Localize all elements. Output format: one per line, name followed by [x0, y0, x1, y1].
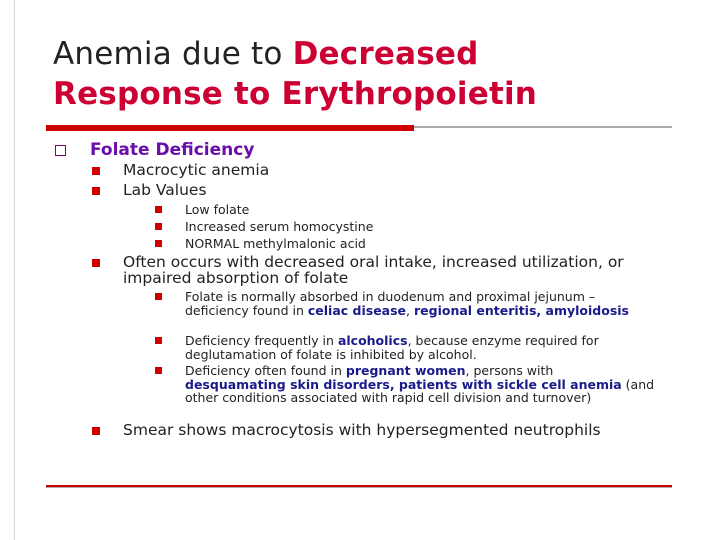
square-bullet-icon — [92, 167, 100, 175]
term-sickle-cell: patients with sickle cell anemia — [398, 376, 622, 392]
term-regional-enteritis: regional enteritis — [414, 302, 537, 318]
term-desquamating: desquamating skin disorders — [185, 376, 390, 392]
slide-title — [53, 34, 693, 114]
detail-alcoholics — [185, 334, 655, 361]
lab-value-methylmalonic: NORMAL methylmalonic acid — [185, 236, 366, 251]
detail-alcoholics-text-2: , because enzyme required for deglutamation of folate is inhibited by alcohol. — [185, 333, 599, 362]
detail-pregnant — [185, 364, 655, 405]
term-celiac-disease: celiac disease — [307, 302, 407, 318]
hollow-square-bullet-icon — [55, 145, 66, 156]
detail-pregnant-text: Deficiency often found in — [185, 363, 346, 378]
bullet-macrocytic-anemia: Macrocytic anemia — [123, 161, 270, 179]
detail-pregnant-text-2: , persons with — [465, 363, 554, 378]
square-bullet-icon — [155, 367, 162, 374]
separator: , — [536, 302, 546, 318]
detail-alcoholics-text: Deficiency frequently in — [185, 333, 338, 348]
title-underline-gray — [414, 126, 672, 128]
square-bullet-icon — [155, 293, 162, 300]
bullet-smear: Smear shows macrocytosis with hypersegmented neutrophils — [123, 421, 601, 439]
lab-value-homocystine: Increased serum homocystine — [185, 219, 374, 234]
square-bullet-icon — [155, 240, 162, 247]
title-underline-red — [46, 125, 414, 131]
slide-left-border — [0, 0, 15, 540]
detail-absorption-text: Folate is normally absorbed in duodenum and proximal jejunum – deficiency found in — [185, 289, 596, 318]
bullet-lab-values: Lab Values — [123, 181, 207, 199]
title-plain: Anemia due to — [53, 36, 293, 72]
square-bullet-icon — [92, 187, 100, 195]
title-accent-1: Decreased — [292, 36, 479, 72]
square-bullet-icon — [92, 259, 100, 267]
title-accent-2: Response to Erythropoietin — [53, 76, 538, 112]
detail-absorption — [185, 290, 655, 317]
square-bullet-icon — [155, 337, 162, 344]
term-pregnant-women: pregnant women — [345, 363, 466, 378]
term-alcoholics: alcoholics — [337, 333, 408, 348]
lab-value-low-folate: Low folate — [185, 202, 250, 217]
separator: , — [406, 302, 414, 318]
heading-folate-deficiency: Folate Deficiency — [90, 140, 255, 160]
term-amyloidosis: amyloidosis — [545, 302, 629, 318]
bullet-often-occurs: Often occurs with decreased oral intake, increased utilization, or impaired absorption of folate — [123, 253, 624, 287]
detail-pregnant-text-3: (and other conditions associated with rapid cell division and turnover) — [185, 376, 655, 405]
square-bullet-icon — [155, 223, 162, 230]
square-bullet-icon — [92, 427, 100, 435]
separator: , — [389, 376, 399, 392]
square-bullet-icon — [155, 206, 162, 213]
footer-rule-gray — [46, 487, 672, 488]
